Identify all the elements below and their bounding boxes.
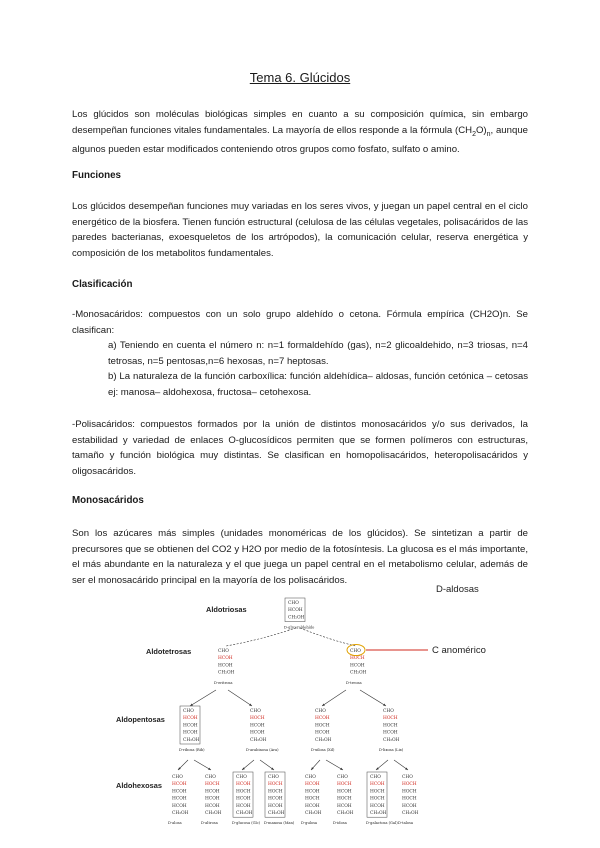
mannose-row: HCOH (268, 803, 283, 809)
arrow-pent-0-a-head (178, 767, 181, 770)
page-title: Tema 6. Glúcidos (249, 70, 351, 85)
alose-row: HCOH (172, 803, 187, 809)
threose-row: CH₂OH (350, 670, 367, 676)
idose-row: HCOH (337, 789, 352, 795)
galactose-row: HCOH (370, 782, 385, 788)
glucose-row: HCOH (236, 782, 251, 788)
xylose-row: HCOH (315, 716, 330, 722)
arrow-eritrosa-ribosa (190, 690, 216, 706)
glyceraldehyde-row: CHO (288, 601, 299, 606)
arrow-treosa-lixosa (360, 690, 386, 706)
label-aldotriosas: Aldotriosas (206, 605, 247, 614)
galactose-row: CH₂OH (370, 811, 387, 816)
arrow-eritrosa-ribosa-head (190, 704, 193, 706)
galactose-row: CHO (370, 775, 381, 780)
idose-name: D-idosa (333, 821, 347, 826)
polisacaridos-paragraph: -Polisacáridos: compuestos formados por la unión de distintos monosacáridos y/o sus derivados, la estabilidad y variedad de enlaces O-glucosídicos permiten que se formen polímeros con estructuras, tamaño y función biológica muy distintas. Se clasifican en homopolisacáridos, heteropolisacáridos y oligosacáridos. (72, 419, 528, 477)
gulose-row: CH₂OH (305, 811, 322, 816)
arrow-pent-1-a-head (242, 767, 245, 770)
arrow-eritrosa-arabinosa-head (249, 703, 252, 706)
altrose-row: HOCH (205, 782, 220, 788)
talose-row: HOCH (402, 789, 417, 795)
glucose-name: D-glucosa (Glc) (232, 821, 261, 826)
talose-row: HOCH (402, 782, 417, 788)
mannose-box (265, 772, 285, 817)
fork-triose-left (226, 628, 296, 646)
erythrose-row: HCOH (218, 663, 233, 669)
glyceraldehyde-name: D-gliceraldehído (284, 625, 315, 630)
ribose-row: HCOH (183, 730, 198, 736)
mannose-row: CH₂OH (268, 811, 285, 816)
altrose-row: HCOH (205, 803, 220, 809)
erythrose-name: D-eritrosa (214, 680, 233, 685)
gulose-row: HCOH (305, 782, 320, 788)
arrow-pent-0-a (178, 760, 188, 770)
fork-triose-right (300, 628, 356, 646)
arabinose-row: HCOH (250, 723, 265, 729)
funciones-paragraph: Los glúcidos desempeñan funciones muy variadas en los seres vivos, y juegan un papel central en el ciclo energético de la biosfera. Tienen función estructural (celulosa de las células vegetales, polisacáridos de las paredes bacterianas, exoesqueletos de los artrópodos), la comunicación celular, reserva energética y composición de los metabolitos fundamentales. (72, 201, 528, 259)
funciones-heading: Funciones (72, 170, 121, 181)
lyxose-row: HOCH (383, 723, 398, 729)
mannose-row: HCOH (268, 796, 283, 802)
alose-row: HCOH (172, 789, 187, 795)
gulose-row: CHO (305, 775, 316, 780)
arrow-pent-1-a (242, 760, 254, 770)
alose-name: D-alosa (168, 821, 182, 826)
arrow-eritrosa-arabinosa (228, 690, 252, 706)
lyxose-row: HCOH (383, 730, 398, 736)
idose-row: HOCH (337, 782, 352, 788)
label-aldopentosas: Aldopentosas (116, 715, 165, 724)
talose-row: CH₂OH (402, 811, 419, 816)
monosacaridos-paragraph: Son los azúcares más simples (unidades monoméricas de los glúcidos). Se sintetizan a partir de precursores que se obtienen del CO2 y H2O por medio de la fotosíntesis. La glucosa es el más importante, el más abundante en la naturaleza y el que juega un papel central en el metabolismo celular, además de ser el monosacárido principal en la mayoría de los polisacáridos. (72, 528, 528, 586)
arrow-treosa-lixosa-head (383, 704, 386, 706)
ribose-row: HCOH (183, 723, 198, 729)
arrow-pent-3-b-head (405, 767, 408, 770)
lyxose-row: CH₂OH (383, 737, 400, 743)
arrow-pent-3-a (376, 760, 388, 770)
threose-row: HOCH (350, 656, 365, 662)
intro-text-a: Los glúcidos son moléculas biológicas simples en cuanto a su composición química, sin embargo desempeñan funciones vitales fundamentales. La mayoría de ellos responde a la fórmula (CH (72, 109, 528, 136)
ribose-row: CHO (183, 709, 194, 714)
altrose-row: CH₂OH (205, 811, 222, 816)
figure-title: D-aldosas (436, 584, 479, 595)
talose-row: CHO (402, 775, 413, 780)
intro-paragraph (72, 107, 528, 158)
arrow-pent-1-b-head (271, 767, 274, 770)
arabinose-row: HOCH (250, 716, 265, 722)
idose-row: CH₂OH (337, 811, 354, 816)
lyxose-name: D-lixosa (Lix) (379, 748, 404, 752)
gulose-row: HOCH (305, 796, 320, 802)
arabinose-row: HCOH (250, 730, 265, 736)
ribose-row: HCOH (183, 716, 198, 722)
anomer-ring (347, 645, 365, 656)
xylose-row: CH₂OH (315, 737, 332, 743)
alose-row: CHO (172, 775, 183, 780)
altrose-row: CHO (205, 775, 216, 780)
talose-row: HCOH (402, 803, 417, 809)
alose-row: HCOH (172, 796, 187, 802)
glucose-row: CH₂OH (236, 811, 253, 816)
galactose-row: HOCH (370, 789, 385, 795)
arrow-pent-1-b (260, 760, 274, 770)
altrose-row: HCOH (205, 796, 220, 802)
erythrose-row: CHO (218, 649, 229, 654)
clasificacion-list (72, 307, 528, 401)
intro-sub-2: 2 (472, 130, 476, 138)
mannose-name: D-manosa (Man) (264, 821, 295, 826)
arrow-pent-2-b (326, 760, 343, 770)
ribose-box (180, 706, 200, 744)
clasificacion-item-a: a) Teniendo en cuenta el número n: n=1 formaldehído (gas), n=2 glicoaldehido, n=3 triosas, n=4 tetrosas, n=5 pentosas,n=6 hexosas, n=7 heptosas. (108, 340, 528, 367)
monosacaridos-intro: -Monosacáridos: compuestos con un solo grupo aldehído o cetona. Fórmula empírica (CH2O)n. Se clasifican: (72, 309, 528, 336)
ribose-name: D-ribosa (Rib) (179, 748, 205, 752)
xylose-row: HOCH (315, 723, 330, 729)
gulose-row: HCOH (305, 803, 320, 809)
erythrose-row: CH₂OH (218, 670, 235, 676)
glucose-row: HCOH (236, 796, 251, 802)
mannose-row: HOCH (268, 782, 283, 788)
mannose-row: CHO (268, 775, 279, 780)
threose-row: HCOH (350, 663, 365, 669)
xylose-name: D-xilosa (Xil) (311, 748, 335, 752)
mannose-row: HOCH (268, 789, 283, 795)
arrow-pent-2-a (311, 760, 320, 770)
talose-row: HOCH (402, 796, 417, 802)
gulose-row: HCOH (305, 789, 320, 795)
arrow-pent-3-a-head (376, 767, 379, 770)
intro-text-b: O) (475, 124, 487, 136)
idose-row: HOCH (337, 796, 352, 802)
clasificacion-item-b: b) La naturaleza de la función carboxílica: función aldehídica– aldosas, función cetónica – cetosas ej: manosa– aldohexosa, fructosa– cetohexosa. (108, 371, 528, 398)
label-aldotetrosas: Aldotetrosas (146, 647, 192, 656)
arabinose-row: CHO (250, 709, 261, 714)
arrow-treosa-xilosa (322, 690, 346, 706)
glucose-row: HCOH (236, 803, 251, 809)
anomer-label: C anomérico (432, 645, 486, 656)
arrow-pent-0-b-head (208, 768, 211, 770)
glyceraldehyde-box (285, 598, 305, 622)
label-aldohexosas: Aldohexosas (116, 781, 163, 790)
threose-name: D-treosa (346, 680, 362, 685)
gulose-name: D-gulosa (301, 821, 318, 826)
arrow-pent-0-b (194, 760, 211, 770)
galactose-row: HCOH (370, 803, 385, 809)
arabinose-row: CH₂OH (250, 737, 267, 743)
lyxose-row: CHO (383, 709, 394, 714)
glyceraldehyde-row: HCOH (288, 608, 303, 614)
altrose-name: D-altrosa (201, 821, 218, 826)
glucose-row: CHO (236, 775, 247, 780)
galactose-name: D-galactosa (Gal) (366, 821, 398, 826)
threose-row: CHO (350, 649, 361, 654)
alose-row: CH₂OH (172, 811, 189, 816)
talose-name: D-talosa (398, 821, 414, 826)
intro-text-c: , aunque algunos pueden estar modificados conteniendo otros grupos como fosfato, sulfato o amino. (72, 124, 528, 156)
idose-row: CHO (337, 775, 348, 780)
galactose-box (367, 772, 387, 817)
xylose-row: CHO (315, 709, 326, 714)
xylose-row: HCOH (315, 730, 330, 736)
idose-row: HCOH (337, 803, 352, 809)
arrow-pent-3-b (394, 760, 408, 770)
monosacaridos-heading: Monosacáridos (72, 495, 144, 506)
arrow-pent-2-b-head (340, 768, 343, 770)
intro-sub-n: n (486, 130, 491, 138)
ribose-row: CH₂OH (183, 737, 200, 743)
altrose-row: HCOH (205, 789, 220, 795)
glyceraldehyde-row: CH₂OH (288, 615, 305, 621)
arrow-treosa-xilosa-head (322, 703, 325, 706)
arabinose-name: D-arabinosa (Ara) (246, 748, 279, 752)
alose-row: HCOH (172, 782, 187, 788)
galactose-row: HOCH (370, 796, 385, 802)
clasificacion-heading: Clasificación (72, 279, 133, 290)
glucose-row: HOCH (236, 789, 251, 795)
erythrose-row: HCOH (218, 656, 233, 662)
arrow-pent-2-a-head (311, 767, 314, 770)
glucose-box (233, 772, 253, 817)
lyxose-row: HOCH (383, 716, 398, 722)
